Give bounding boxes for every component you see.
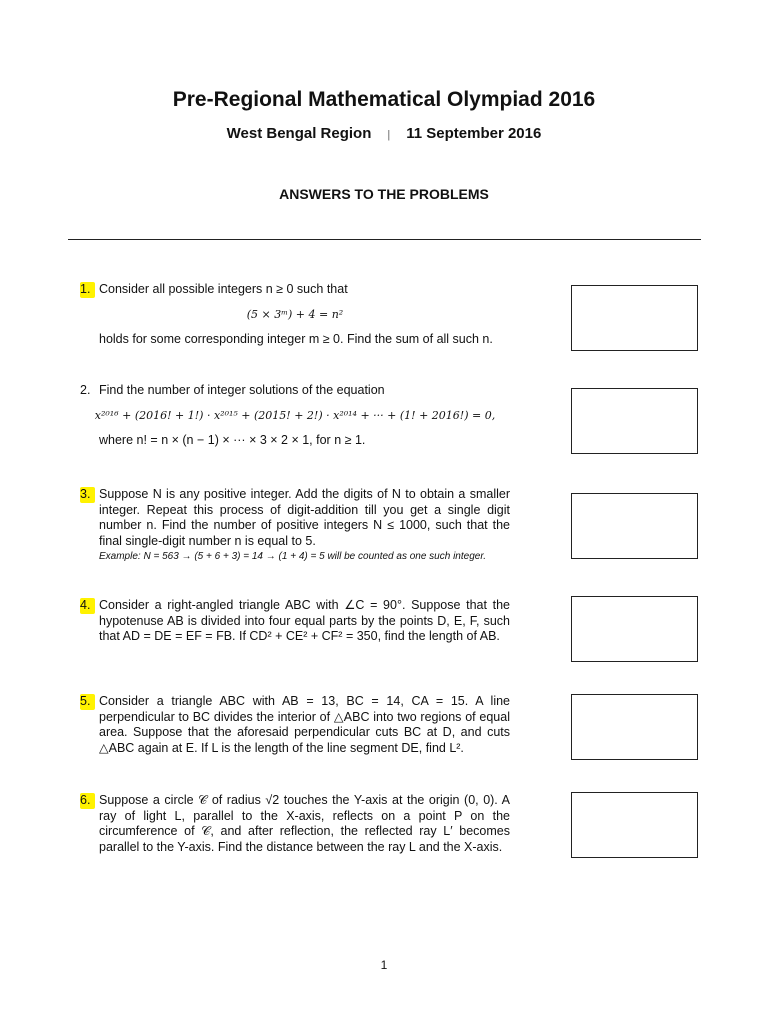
horizontal-rule	[68, 239, 701, 240]
problem-line: holds for some corresponding integer m ≥ 0. Find the sum of all such n.	[99, 332, 493, 346]
problem-example: Example: N = 563 → (5 + 6 + 3) = 14 → (1 + 4) = 5 will be counted as one such integer.	[99, 551, 487, 562]
problem-text: Suppose a circle 𝒞 of radius √2 touches the Y-axis at the origin (0, 0). A ray of light L, parallel to the X-axis, reflects on a point P on the circumference of 𝒞, and after reflection, the reflected ray L′ becomes parallel to the Y-axis. Find the distance between the ray L and the X-axis.	[99, 793, 510, 854]
subtitle-separator: |	[387, 129, 391, 141]
problem-number: 4.	[80, 598, 95, 614]
problem-number: 3.	[80, 487, 95, 503]
problem-6	[80, 793, 510, 855]
problem-5	[80, 694, 510, 756]
answer-box-3[interactable]	[571, 493, 698, 559]
problem-line: where n! = n × (n − 1) × ··· × 3 × 2 × 1, for n ≥ 1.	[99, 433, 366, 447]
page-number: 1	[380, 958, 388, 972]
problem-text: Consider a triangle ABC with AB = 13, BC = 14, CA = 15. A line perpendicular to BC divides the interior of △ABC into two regions of equal area. Suppose that the aforesaid perpendicular cuts BC at D, and cuts △ABC again at E. If L is the length of the line segment DE, find L².	[99, 694, 510, 755]
problem-line: Find the number of integer solutions of the equation	[99, 383, 385, 397]
problem-number: 2.	[80, 383, 91, 397]
answer-box-2[interactable]	[571, 388, 698, 454]
answer-box-6[interactable]	[571, 792, 698, 858]
problem-number: 5.	[80, 694, 95, 710]
exam-date: 11 September 2016	[406, 125, 542, 142]
answer-box-4[interactable]	[571, 596, 698, 662]
problem-2	[80, 383, 510, 449]
problem-1	[80, 282, 510, 348]
problem-number: 6.	[80, 793, 95, 809]
document-title: Pre-Regional Mathematical Olympiad 2016	[172, 88, 596, 111]
problem-text: Consider a right-angled triangle ABC with ∠C = 90°. Suppose that the hypotenuse AB is divided into four equal parts by the points D, E, F, such that AD = DE = EF = FB. If CD² + CE² + CF² = 350, find the length of AB.	[99, 598, 510, 643]
problem-3	[80, 487, 510, 565]
answer-box-5[interactable]	[571, 694, 698, 760]
problem-text: Suppose N is any positive integer. Add the digits of N to obtain a smaller integer. Repeat this process of digit-addition till you get a single digit number n. Find the number of positive integers N ≤ 1000, such that the final single-digit number n is equal to 5.	[99, 487, 510, 548]
problem-line: Consider all possible integers n ≥ 0 such that	[99, 282, 348, 296]
problem-equation: (5 × 3ᵐ) + 4 = n²	[246, 307, 344, 321]
problem-number: 1.	[80, 282, 95, 298]
problem-equation: x²⁰¹⁶ + (2016! + 1!) · x²⁰¹⁵ + (2015! + 2!) · x²⁰¹⁴ + ··· + (1! + 2016!) = 0,	[94, 408, 496, 422]
subtitle	[0, 125, 768, 142]
section-heading: ANSWERS TO THE PROBLEMS	[279, 186, 489, 202]
problem-4	[80, 598, 510, 645]
region-label: West Bengal Region	[226, 125, 372, 142]
answer-box-1[interactable]	[571, 285, 698, 351]
